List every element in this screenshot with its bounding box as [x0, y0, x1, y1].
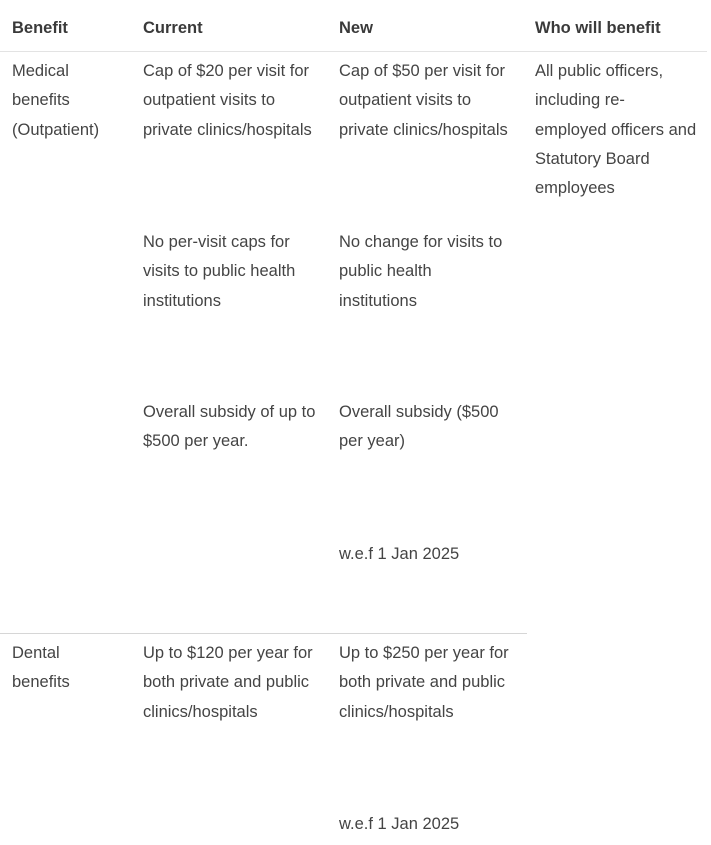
text-line: institutions	[339, 291, 417, 310]
text-line: outpatient visits to	[143, 91, 276, 110]
medical-who-will-benefit	[535, 57, 696, 203]
text-line: benefits	[12, 673, 70, 692]
text-line: Cap of $20 per visit for	[143, 62, 309, 80]
dental-new-effective-date	[339, 810, 459, 839]
text-line: benefits	[12, 91, 70, 110]
text-line: private clinics/hospitals	[339, 120, 508, 139]
text-line: Medical	[12, 62, 69, 80]
text-line: $500 per year.	[143, 432, 249, 451]
medical-current-overall-subsidy	[143, 398, 315, 457]
text-line: visits to public health	[143, 262, 296, 281]
row-divider	[0, 633, 527, 634]
text-line: Dental	[12, 644, 60, 662]
dental-new-cap	[339, 639, 509, 727]
medical-new-overall-subsidy	[339, 398, 499, 457]
text-line: Overall subsidy ($500	[339, 403, 499, 421]
text-line: both private and public	[143, 673, 310, 692]
dental-current-cap	[143, 639, 313, 727]
header-new: New	[339, 19, 373, 37]
text-line: including re-	[535, 91, 625, 110]
text-line: per year)	[339, 432, 406, 451]
medical-new-private-cap	[339, 57, 508, 145]
text-line: outpatient visits to	[339, 91, 472, 110]
table-header-row	[0, 0, 707, 52]
header-benefit: Benefit	[12, 19, 68, 37]
text-line: clinics/hospitals	[143, 702, 258, 721]
medical-new-public-no-change	[339, 228, 502, 316]
text-line: employees	[535, 179, 615, 198]
text-line: Up to $120 per year for	[143, 644, 313, 662]
medical-benefit-cell	[12, 57, 99, 145]
text-line: institutions	[143, 291, 221, 310]
text-line: (Outpatient)	[12, 120, 100, 139]
header-current: Current	[143, 19, 203, 37]
text-line: All public officers,	[535, 62, 664, 80]
text-line: Overall subsidy of up to	[143, 403, 316, 421]
text-line: Up to $250 per year for	[339, 644, 509, 662]
header-who-will-benefit: Who will benefit	[535, 19, 661, 37]
text-line: private clinics/hospitals	[143, 120, 312, 139]
text-line: w.e.f 1 Jan 2025	[339, 815, 460, 833]
text-line: No change for visits to	[339, 233, 503, 251]
text-line: Statutory Board	[535, 149, 650, 168]
text-line: public health	[339, 262, 432, 281]
medical-current-private-cap	[143, 57, 312, 145]
text-line: No per-visit caps for	[143, 233, 290, 251]
medical-new-effective-date	[339, 540, 459, 569]
text-line: Cap of $50 per visit for	[339, 62, 505, 80]
medical-current-public-caps	[143, 228, 295, 316]
text-line: clinics/hospitals	[339, 702, 454, 721]
text-line: both private and public	[339, 673, 506, 692]
dental-benefit-cell	[12, 639, 70, 698]
text-line: employed officers and	[535, 120, 697, 139]
text-line: w.e.f 1 Jan 2025	[339, 545, 460, 563]
